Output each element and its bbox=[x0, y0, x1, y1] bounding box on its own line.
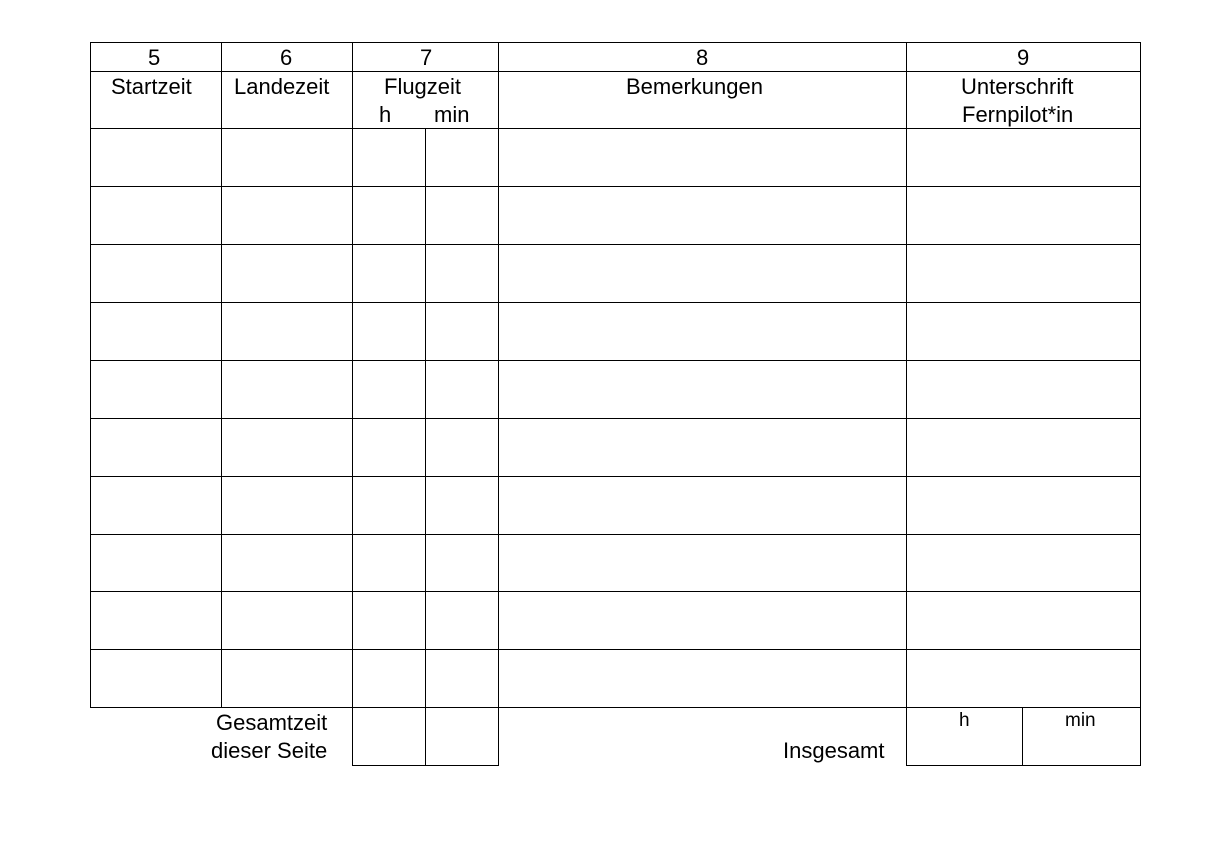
flugzeit-h-cell[interactable] bbox=[353, 535, 425, 591]
bemerkungen-cell[interactable] bbox=[499, 129, 906, 186]
bemerkungen-cell[interactable] bbox=[499, 419, 906, 476]
col-7-number: 7 bbox=[420, 45, 433, 70]
flugzeit-h-cell[interactable] bbox=[353, 477, 425, 534]
landezeit-cell[interactable] bbox=[222, 303, 352, 360]
startzeit-cell[interactable] bbox=[91, 592, 221, 649]
flugzeit-min-cell[interactable] bbox=[426, 303, 498, 360]
grand-total-min-cell[interactable] bbox=[1023, 732, 1140, 765]
bemerkungen-cell[interactable] bbox=[499, 592, 906, 649]
unterschrift-cell[interactable] bbox=[907, 245, 1140, 302]
flugzeit-h-cell[interactable] bbox=[353, 361, 425, 418]
flugzeit-h-cell[interactable] bbox=[353, 419, 425, 476]
unterschrift-cell[interactable] bbox=[907, 650, 1140, 707]
table-top-border bbox=[90, 42, 1141, 43]
startzeit-cell[interactable] bbox=[91, 303, 221, 360]
grand-total-box-bottom bbox=[906, 765, 1141, 766]
page-total-label-line2: dieser Seite bbox=[211, 738, 328, 763]
flugzeit-min-cell[interactable] bbox=[426, 477, 498, 534]
startzeit-cell[interactable] bbox=[91, 129, 221, 186]
bemerkungen-cell[interactable] bbox=[499, 303, 906, 360]
landezeit-cell[interactable] bbox=[222, 592, 352, 649]
col-6-number: 6 bbox=[280, 45, 293, 70]
flugzeit-h-cell[interactable] bbox=[353, 303, 425, 360]
unterschrift-cell[interactable] bbox=[907, 361, 1140, 418]
flugzeit-min-cell[interactable] bbox=[426, 419, 498, 476]
grand-total-h-label: h bbox=[959, 710, 970, 731]
col-9-number: 9 bbox=[1017, 45, 1030, 70]
flugzeit-min-cell[interactable] bbox=[426, 650, 498, 707]
flugzeit-h-cell[interactable] bbox=[353, 129, 425, 186]
col-landezeit-label: Landezeit bbox=[234, 74, 330, 99]
flugzeit-h-cell[interactable] bbox=[353, 187, 425, 244]
unterschrift-cell[interactable] bbox=[907, 129, 1140, 186]
unterschrift-cell[interactable] bbox=[907, 187, 1140, 244]
landezeit-cell[interactable] bbox=[222, 650, 352, 707]
landezeit-cell[interactable] bbox=[222, 187, 352, 244]
bemerkungen-cell[interactable] bbox=[499, 361, 906, 418]
table-bottom-border bbox=[90, 707, 1141, 708]
startzeit-cell[interactable] bbox=[91, 650, 221, 707]
startzeit-cell[interactable] bbox=[91, 477, 221, 534]
col-5-number: 5 bbox=[148, 45, 161, 70]
grand-total-h-cell[interactable] bbox=[907, 732, 1022, 765]
landezeit-cell[interactable] bbox=[222, 419, 352, 476]
bemerkungen-cell[interactable] bbox=[499, 477, 906, 534]
grand-total-min-label: min bbox=[1065, 710, 1096, 731]
flugzeit-h-cell[interactable] bbox=[353, 592, 425, 649]
col-flugzeit-label: Flugzeit bbox=[384, 74, 462, 99]
flugzeit-min-cell[interactable] bbox=[426, 361, 498, 418]
page-total-label-line1: Gesamtzeit bbox=[216, 710, 328, 735]
landezeit-cell[interactable] bbox=[222, 535, 352, 591]
col-startzeit-label: Startzeit bbox=[111, 74, 192, 99]
page-total-h-cell[interactable] bbox=[353, 708, 425, 765]
startzeit-cell[interactable] bbox=[91, 535, 221, 591]
flugzeit-min-cell[interactable] bbox=[426, 245, 498, 302]
bemerkungen-cell[interactable] bbox=[499, 535, 906, 591]
unterschrift-cell[interactable] bbox=[907, 303, 1140, 360]
flugzeit-h-cell[interactable] bbox=[353, 650, 425, 707]
flugzeit-min-cell[interactable] bbox=[426, 129, 498, 186]
landezeit-cell[interactable] bbox=[222, 477, 352, 534]
flugzeit-h-cell[interactable] bbox=[353, 245, 425, 302]
bemerkungen-cell[interactable] bbox=[499, 650, 906, 707]
header-number-divider bbox=[90, 71, 1141, 72]
flugzeit-min-cell[interactable] bbox=[426, 592, 498, 649]
unterschrift-cell[interactable] bbox=[907, 535, 1140, 591]
startzeit-cell[interactable] bbox=[91, 245, 221, 302]
flugzeit-min-cell[interactable] bbox=[426, 535, 498, 591]
startzeit-cell[interactable] bbox=[91, 187, 221, 244]
unterschrift-cell[interactable] bbox=[907, 419, 1140, 476]
startzeit-cell[interactable] bbox=[91, 361, 221, 418]
unterschrift-cell[interactable] bbox=[907, 477, 1140, 534]
col-unterschrift-label: Unterschrift bbox=[961, 74, 1074, 99]
table-right-border bbox=[1140, 42, 1141, 766]
unterschrift-cell[interactable] bbox=[907, 592, 1140, 649]
col-8-number: 8 bbox=[696, 45, 709, 70]
landezeit-cell[interactable] bbox=[222, 245, 352, 302]
grand-total-label: Insgesamt bbox=[783, 738, 885, 763]
col-fernpilot-label: Fernpilot*in bbox=[962, 102, 1074, 127]
startzeit-cell[interactable] bbox=[91, 419, 221, 476]
page-total-min-cell[interactable] bbox=[426, 708, 498, 765]
bemerkungen-cell[interactable] bbox=[499, 245, 906, 302]
col-flugzeit-h-label: h bbox=[379, 102, 392, 127]
landezeit-cell[interactable] bbox=[222, 129, 352, 186]
landezeit-cell[interactable] bbox=[222, 361, 352, 418]
col-flugzeit-min-label: min bbox=[434, 102, 470, 127]
col-bemerkungen-label: Bemerkungen bbox=[626, 74, 763, 99]
flugzeit-min-cell[interactable] bbox=[426, 187, 498, 244]
bemerkungen-cell[interactable] bbox=[499, 187, 906, 244]
